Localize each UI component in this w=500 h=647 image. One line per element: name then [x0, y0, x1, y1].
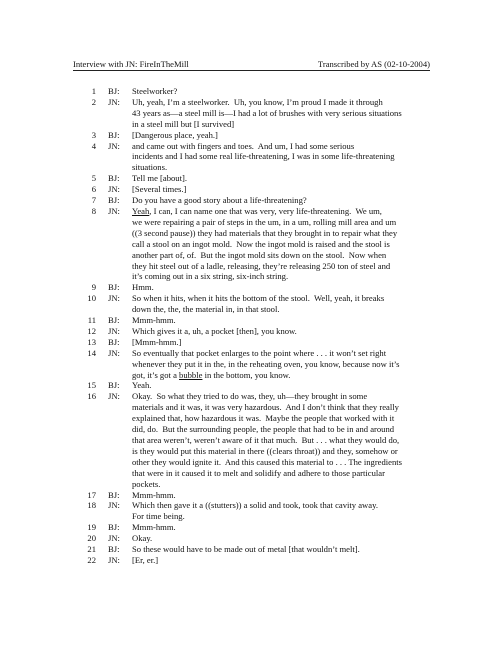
speaker-label — [108, 511, 132, 522]
line-text: So these would have to be made out of metal [that wouldn’t melt]. — [132, 544, 360, 555]
line-number — [73, 261, 96, 272]
speaker-label: BJ: — [108, 195, 120, 206]
transcript-line — [73, 435, 433, 446]
speaker-label — [108, 457, 132, 468]
line-number: 22 — [87, 554, 96, 565]
line-number — [73, 162, 96, 173]
line-text: Hmm. — [132, 282, 154, 293]
line-number: 10 — [87, 293, 96, 304]
speaker-label — [108, 217, 132, 228]
line-text: So when it hits, when it hits the bottom of the stool. Well, yeah, it breaks — [132, 293, 385, 304]
speaker-label — [108, 479, 132, 490]
header-transcriber: Transcribed by AS (02-10-2004) — [317, 59, 430, 69]
speaker-label: JN: — [108, 391, 120, 402]
line-number — [73, 359, 96, 370]
line-text: So eventually that pocket enlarges to the point where . . . it won’t set right — [132, 347, 387, 358]
transcript-line — [73, 173, 433, 184]
line-number: 19 — [87, 522, 96, 533]
speaker-label — [108, 402, 132, 413]
transcript-line — [73, 184, 433, 195]
speaker-label: JN: — [108, 533, 120, 544]
speaker-label: JN: — [108, 184, 120, 195]
line-text: it’s coming out in a six string, six-inch string. — [132, 271, 289, 282]
line-number — [73, 446, 96, 457]
transcript-line — [73, 228, 433, 239]
line-text: Okay. So what they tried to do was, they, uh—they brought in some — [132, 391, 368, 402]
line-text: Yeah. — [132, 380, 152, 391]
transcript-line — [73, 391, 433, 402]
line-number: 9 — [91, 282, 96, 293]
speaker-label — [108, 468, 132, 479]
line-number: 7 — [91, 195, 96, 206]
line-number — [73, 119, 96, 130]
line-number — [73, 370, 96, 381]
transcript-line — [73, 522, 433, 533]
speaker-label: JN: — [108, 554, 120, 565]
transcript-line — [73, 86, 433, 97]
line-number: 3 — [91, 129, 96, 140]
transcript-line — [73, 250, 433, 261]
speaker-label: BJ: — [108, 86, 120, 96]
line-text: Okay. — [132, 533, 153, 544]
line-text: they hit steel out of a ladle, releasing, they’re releasing 250 ton of steel and — [132, 260, 391, 271]
speaker-label — [108, 435, 132, 446]
line-number: 4 — [91, 140, 96, 151]
line-number: 5 — [91, 173, 96, 184]
transcript-line — [73, 490, 433, 501]
speaker-label — [108, 151, 132, 162]
line-number: 20 — [87, 533, 96, 544]
line-text: Which gives it a, uh, a pocket [then], you know. — [132, 325, 297, 336]
line-text: we were repairing a pair of steps in the um, in a um, rolling mill area and um — [132, 216, 397, 227]
speaker-label: BJ: — [108, 544, 120, 555]
line-number — [73, 479, 96, 490]
transcript-line — [73, 500, 433, 511]
line-text: that were in it caused it to melt and solidify and adhere to those particular — [132, 467, 385, 478]
underlined-word: Yeah — [132, 205, 150, 216]
line-text: Mmm-hmm. — [132, 315, 176, 326]
transcript-line — [73, 130, 433, 141]
speaker-label: JN: — [108, 500, 120, 511]
line-number: 18 — [87, 500, 96, 511]
line-number — [73, 108, 96, 119]
transcript-line — [73, 326, 433, 337]
line-text: in a steel mill but [I survived] — [132, 118, 235, 129]
transcript-line — [73, 239, 433, 250]
transcript-line — [73, 108, 433, 119]
header-rule — [73, 70, 430, 71]
speaker-label — [108, 271, 132, 282]
line-number: 14 — [87, 347, 96, 358]
line-number — [73, 424, 96, 435]
speaker-label: BJ: — [108, 282, 120, 293]
line-number — [73, 250, 96, 261]
speaker-label: JN: — [108, 205, 120, 216]
transcript-line — [73, 151, 433, 162]
speaker-label: JN: — [108, 347, 120, 358]
line-text: Tell me [about]. — [132, 173, 187, 184]
speaker-label: JN: — [108, 325, 120, 336]
transcript-line — [73, 457, 433, 468]
speaker-label: JN: — [108, 96, 120, 107]
line-number — [73, 457, 96, 468]
transcript-line — [73, 446, 433, 457]
transcript-line — [73, 402, 433, 413]
transcript-line — [73, 282, 433, 293]
line-number: 17 — [87, 489, 96, 500]
line-number — [73, 304, 96, 315]
transcript-line — [73, 119, 433, 130]
speaker-label: JN: — [108, 293, 120, 304]
line-number — [73, 402, 96, 413]
line-text: Mmm-hmm. — [132, 489, 176, 500]
line-text: and came out with fingers and toes. And um, I had some serious — [132, 140, 355, 151]
transcript-line — [73, 380, 433, 391]
line-number — [73, 151, 96, 162]
speaker-label: JN: — [108, 140, 120, 151]
speaker-label: BJ: — [108, 380, 120, 391]
line-number: 21 — [87, 544, 96, 555]
line-text: Steelworker? — [132, 86, 178, 96]
speaker-label: BJ: — [108, 336, 120, 347]
speaker-label — [108, 413, 132, 424]
line-number — [73, 413, 96, 424]
line-text: [Mmm-hmm.] — [132, 336, 182, 347]
line-number: 1 — [91, 86, 96, 96]
transcript-line — [73, 413, 433, 424]
transcript-line — [73, 271, 433, 282]
transcript-line — [73, 359, 433, 370]
line-number — [73, 511, 96, 522]
transcript-line — [73, 511, 433, 522]
transcript-line — [73, 97, 433, 108]
transcript-line — [73, 424, 433, 435]
speaker-label — [108, 261, 132, 272]
line-text: incidents and I had some real life-threatening, I was in some life-threatening — [132, 151, 395, 162]
line-text: ((3 second pause)) they had materials that they brought in to repair what they — [132, 227, 398, 238]
transcript-line — [73, 348, 433, 359]
line-text: whenever they put it in the, in the reheating oven, you know, because now it’s — [132, 358, 400, 369]
line-number: 16 — [87, 391, 96, 402]
speaker-label: BJ: — [108, 129, 120, 140]
transcript-line — [73, 468, 433, 479]
speaker-label — [108, 446, 132, 457]
line-text: call a stool on an ingot mold. Now the ingot mold is raised and the stool is — [132, 238, 390, 249]
line-text: got, it’s got a bubble in the bottom, you know. — [132, 369, 291, 380]
line-text: 43 years as—a steel mill is—I had a lot of brushes with very serious situations — [132, 107, 402, 118]
speaker-label — [108, 108, 132, 119]
line-text: Mmm-hmm. — [132, 522, 176, 533]
line-text: is they would put this material in there ((clears throat)) and they, somehow or — [132, 445, 398, 456]
line-number — [73, 271, 96, 282]
transcript-line — [73, 337, 433, 348]
line-number — [73, 228, 96, 239]
line-text: Do you have a good story about a life-threatening? — [132, 195, 307, 206]
speaker-label: BJ: — [108, 489, 120, 500]
speaker-label — [108, 359, 132, 370]
transcript-body — [73, 86, 433, 566]
line-text: another part of, of. But the ingot mold sits down on the stool. Now when — [132, 249, 387, 260]
speaker-label — [108, 304, 132, 315]
line-text: Which then gave it a ((stutters)) a solid and took, took that cavity away. — [132, 500, 378, 511]
transcript-line — [73, 304, 433, 315]
transcript-line — [73, 141, 433, 152]
line-text: that area weren’t, weren’t aware of it that much. But . . . what they would do, — [132, 435, 400, 445]
line-number: 6 — [91, 184, 96, 195]
line-text: down the, the, the material in, in that stool. — [132, 304, 280, 315]
line-number: 8 — [91, 205, 96, 216]
speaker-label — [108, 370, 132, 381]
line-text: materials and it was, it was very hazardous. And I don’t think that they really — [132, 402, 399, 413]
header-title: Interview with JN: FireInTheMill — [73, 59, 189, 69]
speaker-label — [108, 239, 132, 250]
transcript-line — [73, 479, 433, 490]
underlined-word: bubble — [179, 369, 203, 380]
line-number: 11 — [87, 315, 96, 326]
speaker-label — [108, 162, 132, 173]
page-header — [73, 59, 430, 69]
line-text: did, do. But the surrounding people, the people that had to be in and around — [132, 424, 395, 435]
line-number: 12 — [87, 325, 96, 336]
transcript-line — [73, 315, 433, 326]
transcript-line — [73, 195, 433, 206]
line-number: 2 — [91, 96, 96, 107]
transcript-line — [73, 293, 433, 304]
line-text: Uh, yeah, I’m a steelworker. Uh, you know, I’m proud I made it through — [132, 96, 383, 107]
transcript-line — [73, 555, 433, 566]
speaker-label — [108, 424, 132, 435]
line-number: 13 — [87, 336, 96, 347]
line-number — [73, 217, 96, 228]
speaker-label: BJ: — [108, 315, 120, 326]
transcript-line — [73, 261, 433, 272]
line-text: pockets. — [132, 478, 161, 489]
transcript-line — [73, 544, 433, 555]
line-text: [Dangerous place, yeah.] — [132, 129, 218, 140]
line-number: 15 — [87, 380, 96, 391]
speaker-label — [108, 119, 132, 130]
line-number — [73, 239, 96, 250]
speaker-label: BJ: — [108, 173, 120, 184]
transcript-line — [73, 206, 433, 217]
speaker-label: BJ: — [108, 522, 120, 533]
line-text: other they would ignite it. And this caused this material to . . . The ingredients — [132, 456, 403, 467]
line-text: situations. — [132, 162, 168, 173]
line-number — [73, 435, 96, 446]
transcript-line — [73, 217, 433, 228]
line-text: [Er, er.] — [132, 554, 159, 565]
line-text: explained that, how hazardous it was. Maybe the people that worked with it — [132, 413, 395, 424]
line-number — [73, 468, 96, 479]
line-text: Yeah, I can, I can name one that was very, very life-threatening. We um, — [132, 205, 382, 216]
line-text: [Several times.] — [132, 184, 187, 195]
speaker-label — [108, 250, 132, 261]
transcript-line — [73, 533, 433, 544]
transcript-line — [73, 162, 433, 173]
transcript-line — [73, 370, 433, 381]
line-text: For time being. — [132, 511, 185, 522]
speaker-label — [108, 228, 132, 239]
